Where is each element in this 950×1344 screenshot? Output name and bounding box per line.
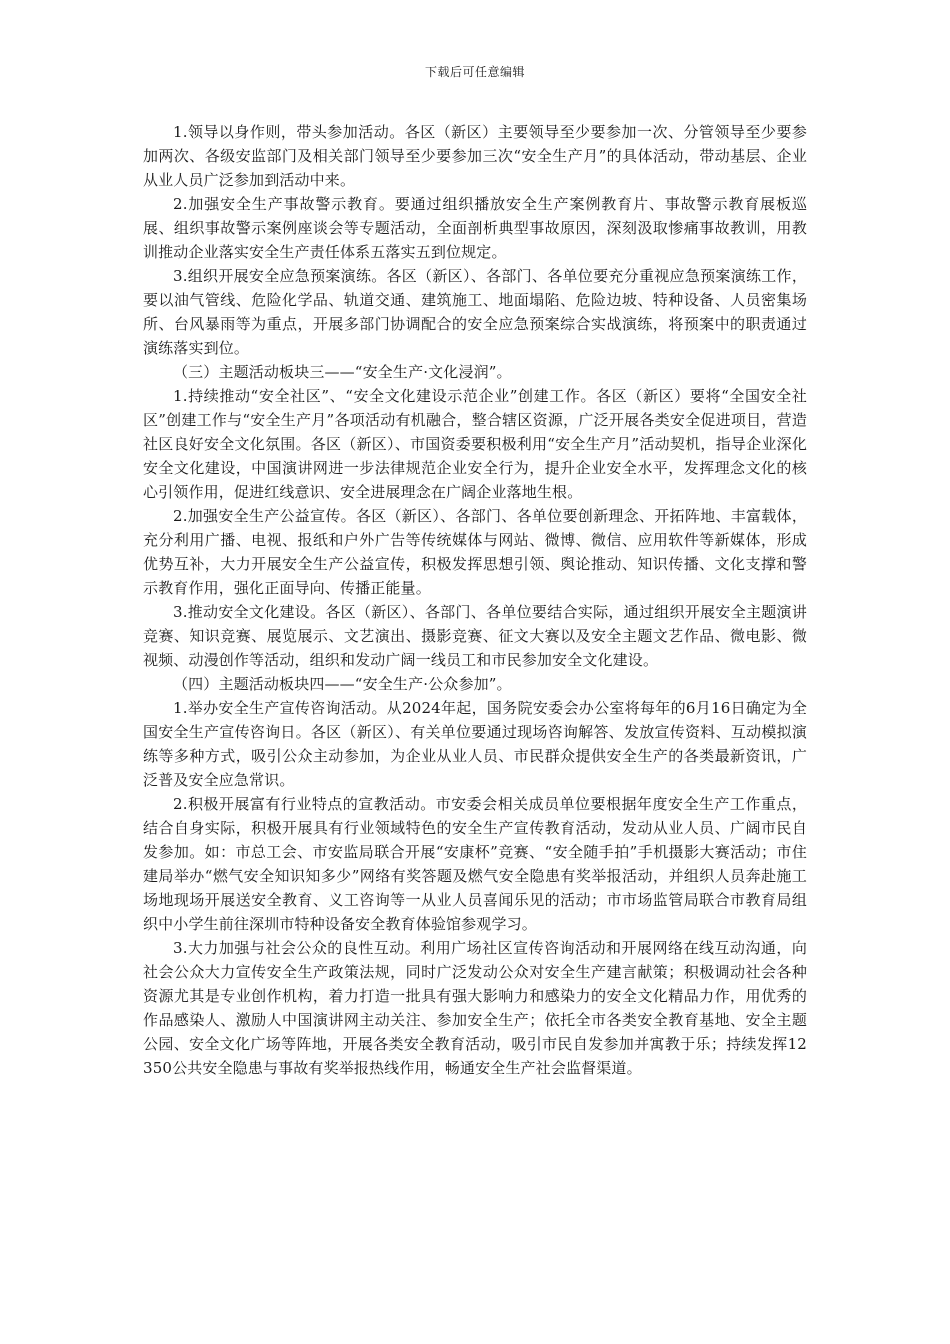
paragraph: 3.组织开展安全应急预案演练。各区（新区）、各部门、各单位要充分重视应急预案演练工作，要以油气管线、危险化学品、轨道交通、建筑施工、地面塌陷、危险边坡、特种设备、人员密集场所、台风暴雨等为重点，开展多部门协调配合的安全应急预案综合实战演练，将预案中的职责通过演练落实到位。 bbox=[143, 267, 807, 357]
paragraph: 2.加强安全生产事故警示教育。要通过组织播放安全生产案例教育片、事故警示教育展板巡展、组织事故警示案例座谈会等专题活动，全面剖析典型事故原因，深刻汲取惨痛事故教训，用教训推动企业落实安全生产责任体系五落实五到位规定。 bbox=[143, 195, 807, 261]
paragraph: 3.大力加强与社会公众的良性互动。利用广场社区宣传咨询活动和开展网络在线互动沟通，向社会公众大力宣传安全生产政策法规，同时广泛发动公众对安全生产建言献策；积极调动社会各种资源尤其是专业创作机构，着力打造一批具有强大影响力和感染力的安全文化精品力作，用优秀的作品感染人、激励人中国演讲网主动关注、参加安全生产；依托全市各类安全教育基地、安全主题公园、安全文化广场等阵地，开展各类安全教育活动，吸引市民自发参加并寓教于乐；持续发挥12350公共安全隐患与事故有奖举报热线作用，畅通安全生产社会监督渠道。 bbox=[143, 939, 807, 1077]
section-heading: （三）主题活动板块三——“安全生产·文化浸润”。 bbox=[173, 363, 512, 381]
paragraph: 3.推动安全文化建设。各区（新区）、各部门、各单位要结合实际，通过组织开展安全主题演讲竞赛、知识竞赛、展览展示、文艺演出、摄影竞赛、征文大赛以及安全主题文艺作品、微电影、微视频、动漫创作等活动，组织和发动广阔一线员工和市民参加安全文化建设。 bbox=[143, 603, 807, 669]
document-body bbox=[143, 120, 807, 1080]
section-heading: （四）主题活动板块四——“安全生产·公众参加”。 bbox=[173, 675, 512, 693]
paragraph: 1.领导以身作则，带头参加活动。各区（新区）主要领导至少要参加一次、分管领导至少要参加两次、各级安监部门及相关部门领导至少要参加三次“安全生产月”的具体活动，带动基层、企业从业人员广泛参加到活动中来。 bbox=[143, 123, 807, 189]
page-header: 下载后可任意编辑 bbox=[424, 65, 525, 79]
paragraph: 1.持续推动“安全社区”、“安全文化建设示范企业”创建工作。各区（新区）要将“全国安全社区”创建工作与“安全生产月”各项活动有机融合，整合辖区资源，广泛开展各类安全促进项目，营造社区良好安全文化氛围。各区（新区）、市国资委要积极利用“安全生产月”活动契机，指导企业深化安全文化建设，中国演讲网进一步法律规范企业安全行为，提升企业安全水平，发挥理念文化的核心引领作用，促进红线意识、安全进展理念在广阔企业落地生根。 bbox=[143, 387, 807, 501]
paragraph: 1.举办安全生产宣传咨询活动。从2024年起，国务院安委会办公室将每年的6月16日确定为全国安全生产宣传咨询日。各区（新区）、有关单位要通过现场咨询解答、发放宣传资料、互动模拟演练等多种方式，吸引公众主动参加，为企业从业人员、市民群众提供安全生产的各类最新资讯，广泛普及安全应急常识。 bbox=[143, 699, 807, 789]
paragraph: 2.加强安全生产公益宣传。各区（新区）、各部门、各单位要创新理念、开拓阵地、丰富载体，充分利用广播、电视、报纸和户外广告等传统媒体与网站、微博、微信、应用软件等新媒体，形成优势互补，大力开展安全生产公益宣传，积极发挥思想引领、舆论推动、知识传播、文化支撑和警示教育作用，强化正面导向、传播正能量。 bbox=[143, 507, 807, 597]
paragraph: 2.积极开展富有行业特点的宣教活动。市安委会相关成员单位要根据年度安全生产工作重点，结合自身实际，积极开展具有行业领域特色的安全生产宣传教育活动，发动从业人员、广阔市民自发参加。如：市总工会、市安监局联合开展“安康杯”竞赛、“安全随手拍”手机摄影大赛活动；市住建局举办“燃气安全知识知多少”网络有奖答题及燃气安全隐患有奖举报活动，并组织人员奔赴施工场地现场开展送安全教育、义工咨询等一从业人员喜闻乐见的活动；市市场监管局联合市教育局组织中小学生前往深圳市特种设备安全教育体验馆参观学习。 bbox=[143, 795, 807, 933]
